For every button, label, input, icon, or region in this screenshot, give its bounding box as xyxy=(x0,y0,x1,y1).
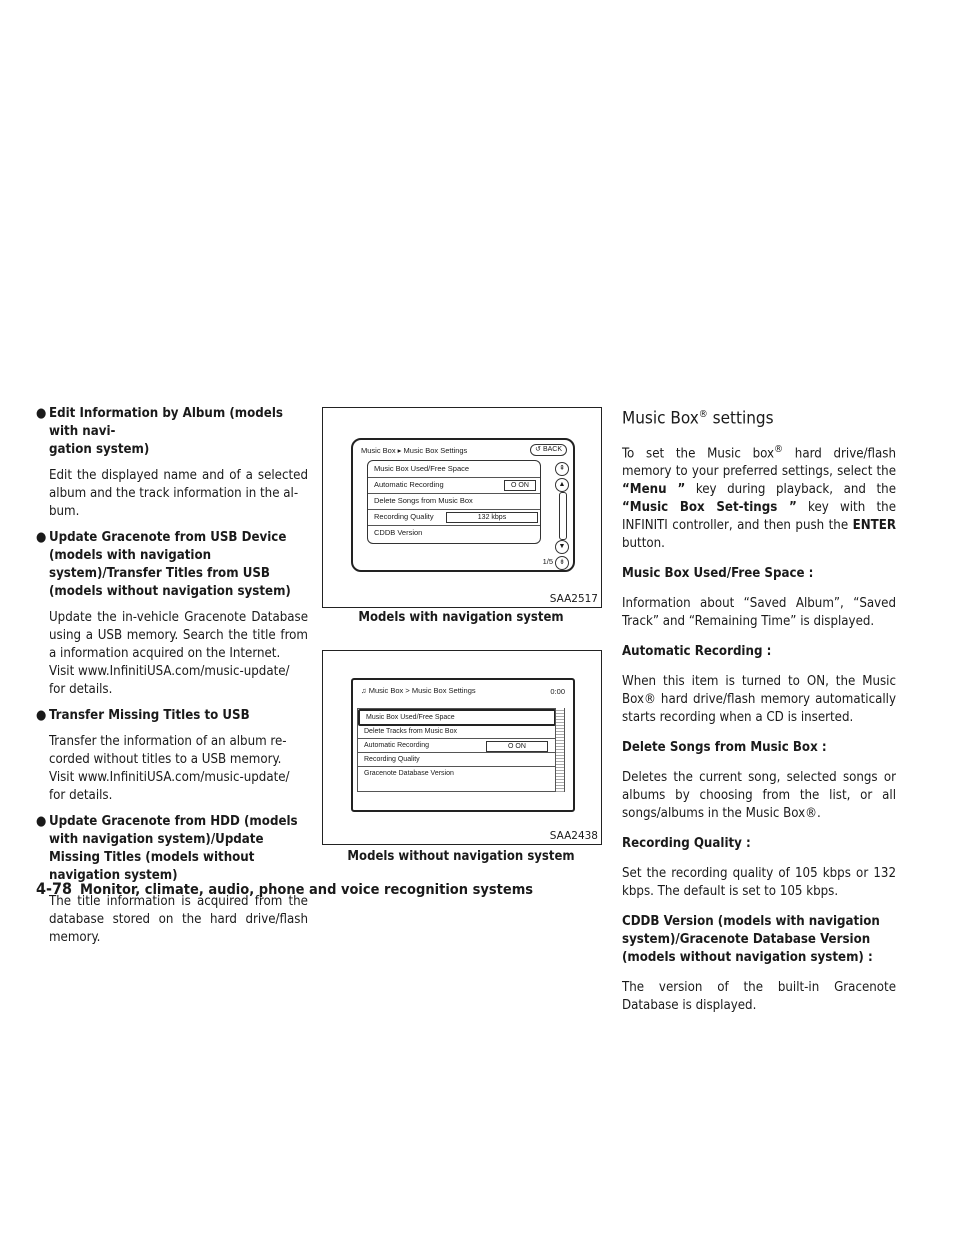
screen-title: ♫ Music Box > Music Box Settings xyxy=(361,686,476,695)
back-button: ↺ BACK xyxy=(530,444,567,456)
setting-heading: CDDB Version (models with navigation system)/Gracenote Database Version (models without navigation system) : xyxy=(622,914,880,966)
setting-description: Information about “Saved Album”, “Saved Track” and “Remaining Time” is displayed. xyxy=(622,596,896,630)
left-column xyxy=(36,405,308,955)
up-arrow-icon: ▲ xyxy=(555,478,569,492)
menu-item: Gracenote Database Version xyxy=(364,770,454,777)
page-footer xyxy=(36,879,533,898)
item-body: The title information is acquired from the database stored on the hard drive/flash memory. xyxy=(49,894,308,945)
figure-non-nav-screen xyxy=(322,650,602,845)
setting-description: The version of the built-in Gracenote Database is displayed. xyxy=(622,980,896,1014)
menu-item: CDDB Version xyxy=(374,528,423,537)
setting-description: When this item is turned to ON, the Music Box® hard drive/flash memory automatically starts recording when a CD is inserted. xyxy=(622,674,896,726)
page-indicator: 1/5 xyxy=(542,557,553,566)
screen-illustration xyxy=(351,678,575,812)
scrollbar xyxy=(559,492,567,540)
section-title: Music Box® settings xyxy=(622,408,774,429)
menu-item: Automatic Recording O ON xyxy=(368,477,540,494)
settings-menu xyxy=(367,460,541,544)
menu-item: Music Box Used/Free Space xyxy=(368,461,540,478)
toggle-value: O ON xyxy=(504,480,536,491)
intro-paragraph: To set the Music box® hard drive/flash memory to your preferred settings, select the “Menu ” key during playback, and the “Music Box Set-tings ” key with the INFINITI controller, and then push the ENTER button. xyxy=(622,443,896,552)
clock: 0:00 xyxy=(550,687,565,696)
item-body: Transfer the information of an album re- corded without titles to a USB memory. Visit www.InfinitiUSA.com/music-update/ for details. xyxy=(49,734,290,803)
setting-description: Deletes the current song, selected songs or albums by choosing from the list, or all songs/albums in the Music Box®. xyxy=(622,770,896,822)
menu-item: Recording Quality xyxy=(358,753,556,767)
figure-code: SAA2438 xyxy=(549,830,598,842)
menu-item: Music Box Used/Free Space xyxy=(358,709,556,726)
bullet-icon: ● xyxy=(36,708,47,723)
screen-title: Music Box ▸ Music Box Settings xyxy=(361,446,468,455)
figure-caption: Models without navigation system xyxy=(347,849,575,864)
list-item xyxy=(36,405,308,521)
setting-description: Set the recording quality of 105 kbps or 132 kbps. The default is set to 105 kbps. xyxy=(622,866,896,900)
page-up-icon: ⇞ xyxy=(555,462,569,476)
item-title: Transfer Missing Titles to USB xyxy=(49,708,250,723)
setting-heading: Music Box Used/Free Space : xyxy=(622,566,814,582)
right-column xyxy=(622,405,896,1027)
figure-caption: Models with navigation system xyxy=(358,610,564,625)
menu-item: Recording Quality 132 kbps xyxy=(368,509,540,526)
setting-heading: Automatic Recording : xyxy=(622,644,772,660)
item-body: Update the in-vehicle Gracenote Database using a USB memory. Search the title from a information acquired on the Internet. Visit www.InfinitiUSA.com/music-update/ for details. xyxy=(49,610,308,697)
down-arrow-icon: ▼ xyxy=(555,540,569,554)
bullet-icon: ● xyxy=(36,814,47,829)
figure-code: SAA2517 xyxy=(549,593,598,605)
item-title: Edit Information by Album (models with navi- gation system) xyxy=(49,406,283,457)
menu-item: Delete Songs from Music Box xyxy=(368,493,540,510)
item-body: Edit the displayed name and of a selected album and the track information in the al- bum. xyxy=(49,468,308,519)
setting-heading: Delete Songs from Music Box : xyxy=(622,740,827,756)
music-box-icon: ♫ xyxy=(361,686,367,695)
item-title: Update Gracenote from USB Device (models with navigation system)/Transfer Titles from USB (models without navigation system) xyxy=(49,530,291,599)
screen-illustration xyxy=(351,438,575,572)
setting-heading: Recording Quality : xyxy=(622,836,751,852)
menu-item: Delete Tracks from Music Box xyxy=(358,725,556,739)
toggle-value: O ON xyxy=(486,741,548,752)
page-number: 4-78 xyxy=(36,879,73,898)
figure-nav-screen xyxy=(322,407,602,608)
bullet-icon: ● xyxy=(36,530,47,545)
settings-menu xyxy=(357,708,557,792)
scrollbar xyxy=(555,708,565,792)
menu-item: Automatic Recording O ON xyxy=(358,739,556,753)
chapter-title: Monitor, climate, audio, phone and voice recognition systems xyxy=(80,882,534,898)
list-item xyxy=(36,707,308,805)
quality-value: 132 kbps xyxy=(446,512,538,523)
page-down-icon: ⇟ xyxy=(555,556,569,570)
list-item xyxy=(36,529,308,699)
bullet-icon: ● xyxy=(36,406,47,421)
item-title: Update Gracenote from HDD (models with navigation system)/Update Missing Titles (models without navigation system) xyxy=(49,814,298,883)
